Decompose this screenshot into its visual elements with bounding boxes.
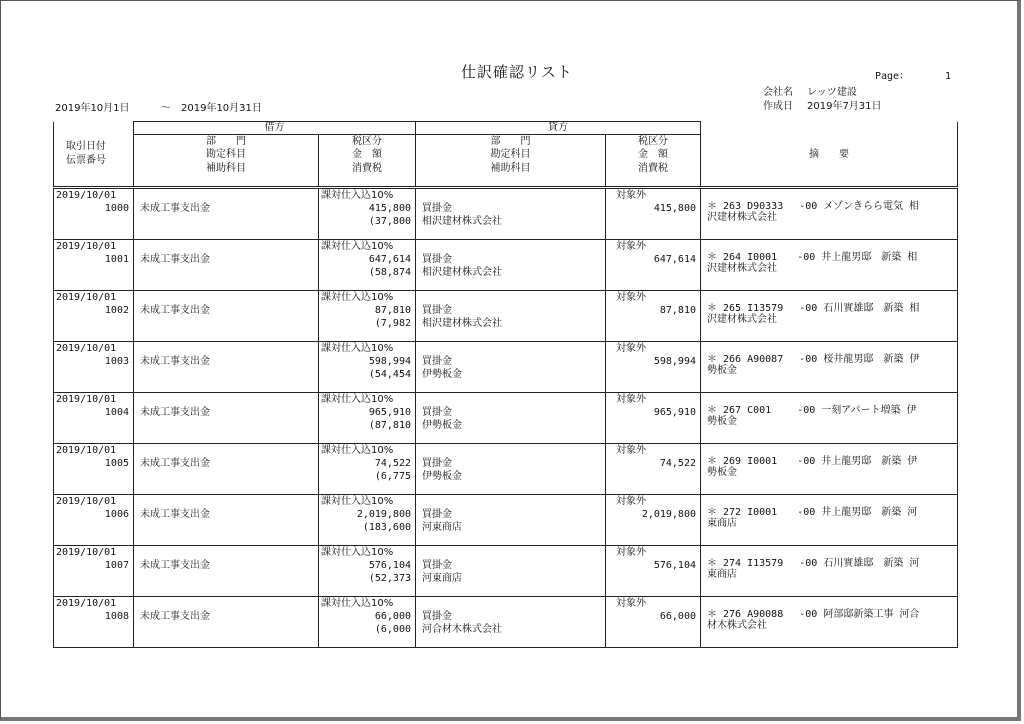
memo-line-2: 東商店	[707, 518, 737, 529]
credit-tax-class: 対象外	[616, 598, 646, 609]
memo-line-1: ＊ 265 I13579 -00 石川實雄邸 新築 相	[707, 303, 920, 314]
entry-date: 2019/10/01	[56, 598, 117, 609]
debit-tax: (6,000	[374, 624, 411, 635]
voucher-number: 1000	[104, 203, 129, 214]
credit-amount: 415,800	[653, 203, 696, 214]
credit-subaccount-header: 補助科目	[490, 163, 531, 174]
voucher-number: 1004	[104, 407, 129, 418]
table-row	[54, 393, 958, 444]
credit-subaccount: 伊勢板金	[422, 420, 462, 431]
entry-date: 2019/10/01	[56, 445, 117, 456]
credit-taxclass-header: 税区分	[638, 136, 668, 147]
debit-amount: 74,522	[374, 458, 411, 469]
credit-tax-class: 対象外	[616, 496, 646, 507]
credit-amount-header: 金 額	[638, 149, 668, 160]
credit-amount: 965,910	[653, 407, 696, 418]
credit-tax-class: 対象外	[616, 241, 646, 252]
credit-dept-header: 部 門	[490, 136, 531, 147]
credit-amount: 647,614	[653, 254, 696, 265]
credit-tax-class: 対象外	[616, 547, 646, 558]
credit-tax-header: 消費税	[638, 163, 668, 174]
created-date: 2019年7月31日	[807, 101, 882, 112]
entry-date: 2019/10/01	[56, 547, 117, 558]
entry-date: 2019/10/01	[56, 292, 117, 303]
credit-amount: 74,522	[659, 458, 696, 469]
debit-subaccount-header: 補助科目	[206, 163, 246, 174]
credit-amount: 66,000	[659, 611, 696, 622]
credit-subaccount: 相沢建材株式会社	[422, 267, 502, 278]
debit-account: 未成工事支出金	[140, 254, 210, 265]
period-from: 2019年10月1日	[55, 103, 130, 114]
table-row	[54, 597, 958, 648]
credit-account: 買掛金	[422, 356, 452, 367]
memo-line-1: ＊ 274 I13579 -00 石川實雄邸 新築 河	[707, 558, 920, 569]
debit-tax: (52,373	[368, 573, 411, 584]
debit-taxclass-header: 税区分	[352, 136, 382, 147]
table-row	[54, 546, 958, 597]
credit-subaccount: 伊勢板金	[422, 369, 462, 380]
period-separator: ～	[161, 103, 171, 114]
memo-line-2: 沢建材株式会社	[707, 314, 777, 325]
debit-amount: 415,800	[368, 203, 411, 214]
memo-line-2: 東商店	[707, 569, 737, 580]
credit-amount: 87,810	[659, 305, 696, 316]
company-label: 会社名	[763, 87, 793, 98]
table-body	[54, 188, 958, 648]
entry-date: 2019/10/01	[56, 343, 117, 354]
debit-tax: (54,454	[368, 369, 411, 380]
credit-tax-class: 対象外	[616, 292, 646, 303]
debit-account: 未成工事支出金	[140, 356, 210, 367]
debit-account: 未成工事支出金	[140, 560, 210, 571]
debit-amount: 576,104	[368, 560, 411, 571]
debit-account: 未成工事支出金	[140, 509, 210, 520]
credit-amount: 576,104	[653, 560, 696, 571]
memo-line-2: 沢建材株式会社	[707, 263, 777, 274]
page-label: Page：	[875, 71, 910, 82]
voucher-header: 伝票番号	[66, 154, 106, 166]
memo-line-2: 材木株式会社	[707, 620, 767, 631]
memo-line-2: 勢板金	[707, 416, 737, 427]
debit-tax-class: 課対仕入込10%	[321, 598, 394, 609]
debit-account: 未成工事支出金	[140, 305, 210, 316]
credit-account: 買掛金	[422, 611, 452, 622]
table-header	[54, 122, 958, 188]
report-title: 仕訳確認リスト	[461, 63, 573, 81]
credit-tax-class: 対象外	[616, 445, 646, 456]
debit-tax-class: 課対仕入込10%	[321, 496, 394, 507]
memo-line-1: ＊ 266 A90087 -00 桜井龍男邸 新築 伊	[707, 354, 920, 365]
credit-account: 買掛金	[422, 407, 452, 418]
credit-subaccount: 河東商店	[422, 573, 462, 584]
debit-account: 未成工事支出金	[140, 611, 210, 622]
debit-tax: (183,600	[362, 522, 411, 533]
voucher-number: 1001	[104, 254, 129, 265]
debit-dept-header: 部 門	[206, 136, 246, 147]
voucher-number: 1006	[104, 509, 129, 520]
debit-tax-class: 課対仕入込10%	[321, 241, 394, 252]
voucher-number: 1002	[104, 305, 129, 316]
voucher-number: 1003	[104, 356, 129, 367]
entry-date: 2019/10/01	[56, 241, 117, 252]
debit-amount: 647,614	[368, 254, 411, 265]
credit-tax-class: 対象外	[616, 343, 646, 354]
table-row	[54, 342, 958, 393]
debit-tax: (58,874	[368, 267, 411, 278]
debit-tax-class: 課対仕入込10%	[321, 445, 394, 456]
debit-tax-class: 課対仕入込10%	[321, 292, 394, 303]
entry-date: 2019/10/01	[56, 190, 117, 201]
memo-line-1: ＊ 276 A90088 -00 阿部邸新築工事 河合	[707, 609, 920, 620]
debit-tax-class: 課対仕入込10%	[321, 394, 394, 405]
memo-line-1: ＊ 269 I0001 -00 井上龍男邸 新築 伊	[707, 456, 918, 467]
debit-account: 未成工事支出金	[140, 407, 210, 418]
credit-subaccount: 河合材木株式会社	[422, 624, 502, 635]
credit-subaccount: 相沢建材株式会社	[422, 318, 502, 329]
debit-amount-header: 金 額	[352, 149, 382, 160]
created-label: 作成日	[763, 101, 793, 112]
voucher-number: 1007	[104, 560, 129, 571]
journal-table	[53, 121, 958, 648]
memo-line-1: ＊ 264 I0001 -00 井上龍男邸 新築 相	[707, 252, 918, 263]
credit-account: 買掛金	[422, 509, 452, 520]
credit-account-header: 勘定科目	[490, 149, 531, 160]
credit-subaccount: 相沢建材株式会社	[422, 216, 502, 227]
credit-amount: 598,994	[653, 356, 696, 367]
memo-header: 摘 要	[809, 148, 849, 160]
debit-tax-class: 課対仕入込10%	[321, 190, 394, 201]
period-to: 2019年10月31日	[181, 103, 262, 114]
debit-tax-header: 消費税	[352, 163, 382, 174]
table-row	[54, 291, 958, 342]
memo-line-2: 沢建材株式会社	[707, 212, 777, 223]
debit-tax: (7,982	[374, 318, 411, 329]
voucher-number: 1008	[104, 611, 129, 622]
debit-tax-class: 課対仕入込10%	[321, 343, 394, 354]
memo-line-1: ＊ 272 I0001 -00 井上龍男邸 新築 河	[707, 507, 918, 518]
credit-tax-class: 対象外	[616, 190, 646, 201]
debit-tax: (37,800	[368, 216, 411, 227]
table-row	[54, 444, 958, 495]
entry-date: 2019/10/01	[56, 394, 117, 405]
date-header: 取引日付	[66, 140, 106, 152]
debit-account-header: 勘定科目	[206, 149, 246, 160]
credit-subaccount: 河東商店	[422, 522, 462, 533]
debit-amount: 87,810	[374, 305, 411, 316]
credit-account: 買掛金	[422, 305, 452, 316]
debit-amount: 965,910	[368, 407, 411, 418]
credit-account: 買掛金	[422, 254, 452, 265]
memo-line-1: ＊ 263 D90333 -00 メゾンきらら電気 相	[707, 201, 920, 212]
memo-line-2: 勢板金	[707, 365, 737, 376]
memo-line-2: 勢板金	[707, 467, 737, 478]
debit-account: 未成工事支出金	[140, 458, 210, 469]
table-row	[54, 188, 958, 240]
credit-account: 買掛金	[422, 560, 452, 571]
memo-line-1: ＊ 267 C001 -00 一刻アパート増築 伊	[707, 405, 917, 416]
debit-amount: 66,000	[374, 611, 411, 622]
entry-date: 2019/10/01	[56, 496, 117, 507]
credit-header: 貸方	[416, 122, 701, 135]
table-row	[54, 240, 958, 291]
debit-amount: 2,019,800	[356, 509, 411, 520]
debit-account: 未成工事支出金	[140, 203, 210, 214]
debit-tax: (6,775	[374, 471, 411, 482]
debit-tax: (87,810	[368, 420, 411, 431]
credit-subaccount: 伊勢板金	[422, 471, 462, 482]
credit-account: 買掛金	[422, 458, 452, 469]
debit-header: 借方	[134, 122, 416, 135]
credit-tax-class: 対象外	[616, 394, 646, 405]
credit-amount: 2,019,800	[641, 509, 696, 520]
credit-account: 買掛金	[422, 203, 452, 214]
voucher-number: 1005	[104, 458, 129, 469]
page-number: 1	[945, 71, 952, 82]
debit-tax-class: 課対仕入込10%	[321, 547, 394, 558]
company-name: レッツ建設	[807, 87, 857, 98]
table-row	[54, 495, 958, 546]
debit-amount: 598,994	[368, 356, 411, 367]
